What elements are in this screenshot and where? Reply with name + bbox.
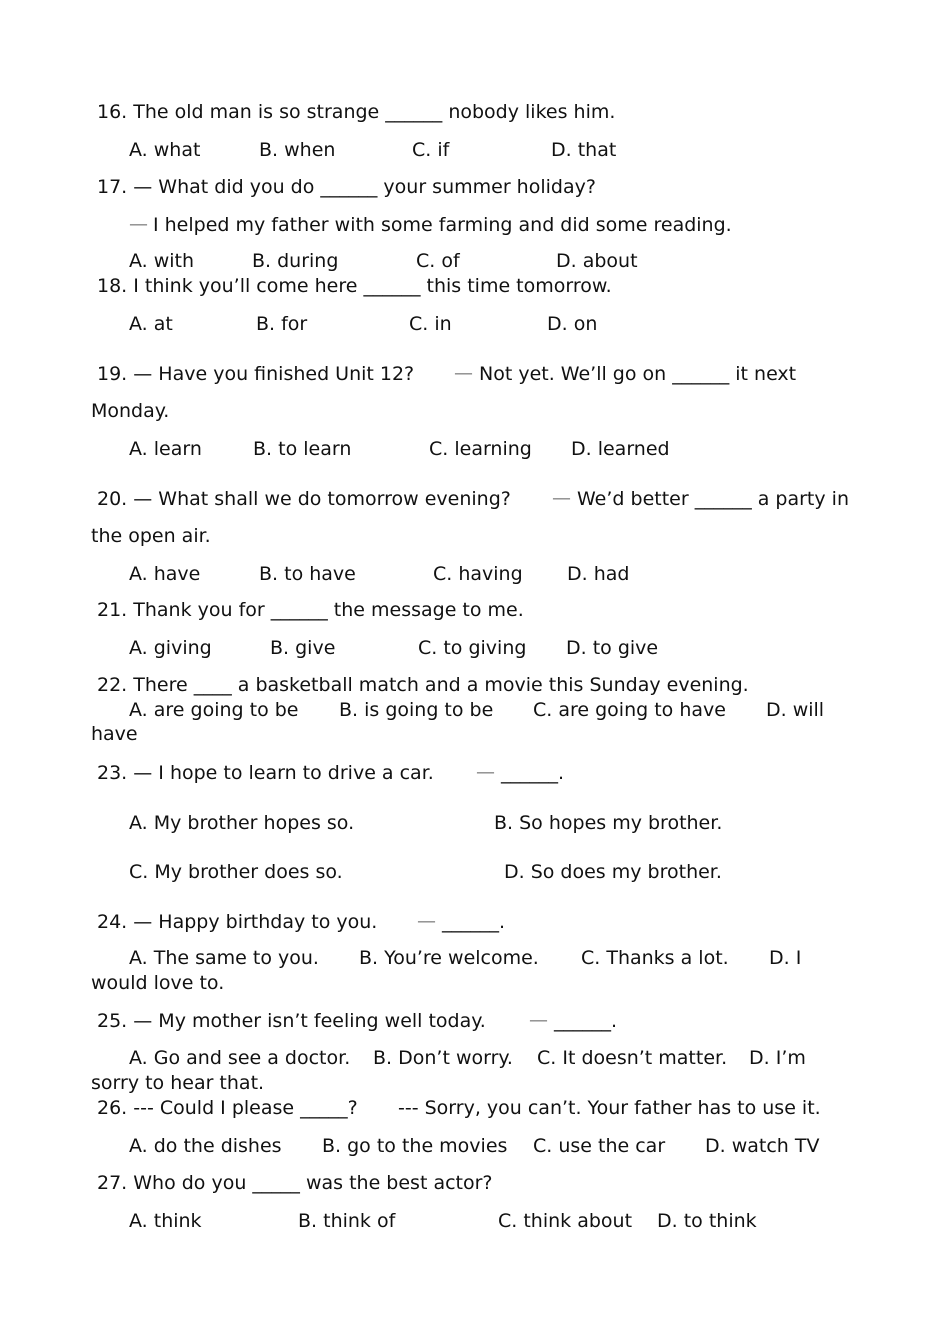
- q23-reply: ______.: [501, 762, 565, 784]
- question-24-stem: 24. — Happy birthday to you.: [97, 911, 378, 933]
- q20-option-a: A. have: [129, 563, 201, 585]
- q22-option-c: C. are going to have: [533, 699, 726, 721]
- question-19-stem: 19. — Have you finished Unit 12?: [97, 363, 415, 385]
- q27-option-c: C. think about: [498, 1210, 633, 1232]
- q23-option-a: A. My brother hopes so.: [129, 812, 355, 834]
- question-25-stem: 25. — My mother isn’t feeling well today.: [97, 1010, 486, 1032]
- q19-continuation: Monday.: [91, 400, 170, 422]
- q20-continuation: the open air.: [91, 525, 211, 547]
- q19-option-b: B. to learn: [253, 438, 352, 460]
- q25-reply-dash: —: [529, 1009, 548, 1031]
- q26-option-a: A. do the dishes: [129, 1135, 282, 1157]
- q25-option-b: B. Don’t worry.: [373, 1047, 513, 1069]
- q17-option-c: C. of: [416, 250, 460, 272]
- q25-option-wrap: sorry to hear that.: [91, 1072, 265, 1094]
- q17-option-b: B. during: [252, 250, 339, 272]
- q23-option-b: B. So hopes my brother.: [494, 812, 723, 834]
- question-21-stem: 21. Thank you for ______ the message to me.: [97, 599, 524, 621]
- q18-option-c: C. in: [409, 313, 452, 335]
- q26-option-c: C. use the car: [533, 1135, 666, 1157]
- q26-reply: --- Sorry, you can’t. Your father has to use it.: [398, 1097, 821, 1119]
- q22-option-wrap: have: [91, 723, 138, 745]
- q24-option-wrap: would love to.: [91, 972, 225, 994]
- q20-option-c: C. having: [433, 563, 523, 585]
- q19-option-c: C. learning: [429, 438, 532, 460]
- q21-option-c: C. to giving: [418, 637, 527, 659]
- q19-option-a: A. learn: [129, 438, 202, 460]
- question-23-stem: 23. — I hope to learn to drive a car.: [97, 762, 434, 784]
- q16-option-a: A. what: [129, 139, 201, 161]
- q24-option-b: B. You’re welcome.: [359, 947, 539, 969]
- q20-reply: We’d better ______ a party in: [577, 488, 849, 510]
- q17-option-d: D. about: [556, 250, 638, 272]
- q17-reply: I helped my father with some farming and did some reading.: [153, 214, 732, 236]
- q19-reply: Not yet. We’ll go on ______ it next: [479, 363, 797, 385]
- question-27-stem: 27. Who do you _____ was the best actor?: [97, 1172, 493, 1194]
- q24-reply-dash: —: [417, 910, 436, 932]
- q21-option-b: B. give: [270, 637, 336, 659]
- q16-option-b: B. when: [259, 139, 336, 161]
- q24-option-a: A. The same to you.: [129, 947, 319, 969]
- q25-option-a: A. Go and see a doctor.: [129, 1047, 351, 1069]
- q20-option-d: D. had: [567, 563, 630, 585]
- q26-option-d: D. watch TV: [705, 1135, 820, 1157]
- question-22-stem: 22. There ____ a basketball match and a movie this Sunday evening.: [97, 674, 749, 696]
- q27-option-b: B. think of: [298, 1210, 396, 1232]
- q21-option-d: D. to give: [566, 637, 659, 659]
- q24-reply: ______.: [442, 911, 506, 933]
- question-18-stem: 18. I think you’ll come here ______ this time tomorrow.: [97, 275, 612, 297]
- question-20-stem: 20. — What shall we do tomorrow evening?: [97, 488, 511, 510]
- q24-option-c: C. Thanks a lot.: [581, 947, 729, 969]
- q17-option-a: A. with: [129, 250, 195, 272]
- q18-option-b: B. for: [256, 313, 308, 335]
- q27-option-a: A. think: [129, 1210, 202, 1232]
- q22-option-b: B. is going to be: [339, 699, 494, 721]
- q21-option-a: A. giving: [129, 637, 212, 659]
- question-26-stem: 26. --- Could I please _____?: [97, 1097, 358, 1119]
- q23-reply-dash: —: [476, 761, 495, 783]
- q23-option-d: D. So does my brother.: [504, 861, 722, 883]
- q22-option-d: D. will: [766, 699, 825, 721]
- q22-option-a: A. are going to be: [129, 699, 299, 721]
- question-17-stem: 17. — What did you do ______ your summer holiday?: [97, 176, 596, 198]
- q20-reply-dash: —: [552, 487, 571, 509]
- q19-option-d: D. learned: [571, 438, 670, 460]
- q23-option-c: C. My brother does so.: [129, 861, 343, 883]
- q25-option-c: C. It doesn’t matter.: [537, 1047, 728, 1069]
- q19-reply-dash: —: [454, 362, 473, 384]
- q18-option-a: A. at: [129, 313, 173, 335]
- q25-reply: ______.: [554, 1010, 618, 1032]
- q26-option-b: B. go to the movies: [322, 1135, 508, 1157]
- q24-option-d: D. I: [769, 947, 802, 969]
- q16-option-c: C. if: [412, 139, 450, 161]
- q20-option-b: B. to have: [259, 563, 356, 585]
- question-16-stem: 16. The old man is so strange ______ nobody likes him.: [97, 101, 616, 123]
- q27-option-d: D. to think: [657, 1210, 757, 1232]
- q18-option-d: D. on: [547, 313, 598, 335]
- q16-option-d: D. that: [551, 139, 617, 161]
- q17-reply-dash: —: [129, 213, 148, 235]
- q25-option-d: D. I’m: [749, 1047, 806, 1069]
